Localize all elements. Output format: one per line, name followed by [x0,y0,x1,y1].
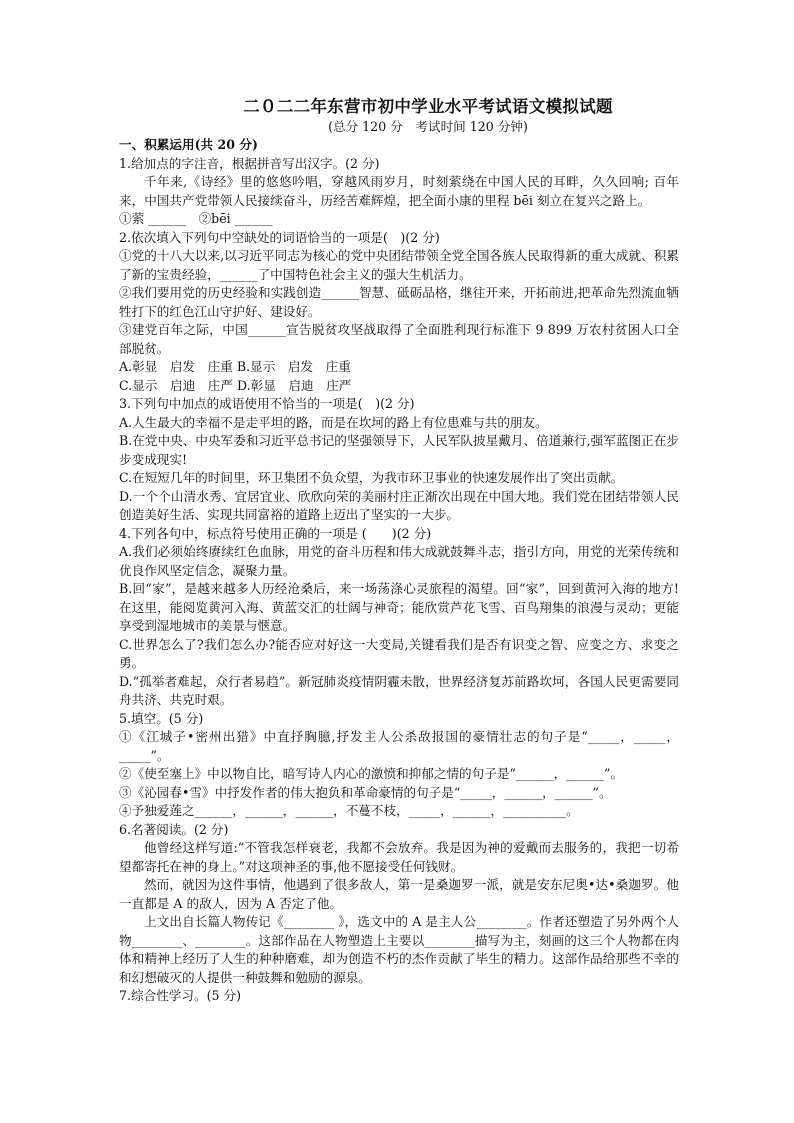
q2-sentence-1: ①党的十八大以来,以习近平同志为核心的党中央团结带领全党全国各族人民取得新的重大成就、积累了新的宝贵经验，______了中国特色社会主义的强大生机活力。 [119,248,679,282]
q5-item-2: ②《使至塞上》中以物自比，暗写诗人内心的激愤和抑郁之情的句子是“______，______”。 [119,766,624,781]
q6-passage-1: 他曾经这样写道:“不管我怎样衰老，我都不会放弃。我是因为神的爱戴而去服务的，我把一切希望都寄托在神的身上。”对这项神圣的事,他不愿接受任何钱财。 [119,840,679,874]
q2-options-ab: A.彰显 启发 庄重 B.显示 启发 庄重 [119,359,351,374]
q5-item-3: ③《沁园春•雪》中抒发作者的伟大抱负和革命豪情的句子是“_____，______，______”。 [119,784,612,800]
question-3: 3.下列句中加点的成语使用不恰当的一项是( )(2 分) [119,396,415,411]
q2-sentence-2: ②我们要用党的历史经验和实践创造______智慧、砥砺品格，继往开来，开拓前进,把革命先烈流血牺牲打下的红色江山守护好、建设好。 [119,285,679,319]
q3-option-d: D.一个个山清水秀、宜居宜业、欣欣向荣的美丽村庄正渐次出现在中国大地。我们党在团结带领人民创造美好生活、实现共同富裕的道路上迈出了坚实的一大步。 [119,488,679,522]
q2-options-cd: C.显示 启迪 庄严 D.彰显 启迪 庄严 [119,377,352,393]
q4-option-d: D.“孤举者难起，众行者易趋”。新冠肺炎疫情阴霾未散，世界经济复苏前路坎坷，各国人民更需要同舟共济、共克时艰。 [119,673,679,707]
q4-option-b: B.回“家”，是越来越多人历经沧桑后，来一场荡涤心灵旅程的渴望。回“家”，回到黄河入海的地方!在这里，能阅览黄河入海、黄蓝交汇的壮阔与神奇；能欣赏芦花飞雪、百鸟翔集的浪漫与灵动；更能享受到湿地城市的美景与惬意。 [119,581,679,633]
q3-option-c: C.在短短几年的时间里，环卫集团不负众望，为我市环卫事业的快速发展作出了突出贡献。 [119,470,624,485]
q1-passage: 千年来,《诗经》里的悠悠吟唱，穿越风雨岁月，时刻萦绕在中国人民的耳畔，久久回响; 百年来，中国共产党带领人民接续奋斗，历经苦难辉煌，把全面小康的里程 bēi 刻立在复兴之路上。 [119,174,679,208]
q4-option-c: C.世界怎么了?我们怎么办?能否应对好这一大变局,关键看我们是否有识变之智、应变之方、求变之勇。 [119,636,679,670]
q6-question: 上文出自长篇人物传记《________ 》，选文中的 A 是主人公________。作者还塑造了另外两个人物________、________。这部作品在人物塑造上主要以________描写为主，刻画的这三个人物都在肉体和精神上经历了人生的种种磨难，却为创造不朽的杰作贡献了毕生的精力。这部作品给那些不幸的和幻想破灭的人提供一种鼓舞和勉励的源泉。 [119,914,679,985]
q1-answer-blanks: ①萦 ______ ②bēi ______ [119,211,273,226]
q2-sentence-3: ③建党百年之际，中国______宣告脱贫攻坚战取得了全面胜利现行标准下 9 899 万农村贫困人口全部脱贫。 [119,322,679,356]
page-title: 二０二二年东营市初中学业水平考试语文模拟试题 [243,97,613,116]
question-4: 4.下列各句中，标点符号使用正确的一项是 ( )(2 分) [119,525,432,541]
exam-info: (总分 120 分 考试时间 120 分钟) [328,119,528,134]
q3-option-a: A.人生最大的幸福不是走平坦的路，而是在坎坷的路上有位患难与共的朋友。 [119,414,548,430]
q4-option-a: A.我们必须始终赓续红色血脉，用党的奋斗历程和伟大成就鼓舞斗志，指引方向，用党的光荣传统和优良作风坚定信念，凝聚力量。 [119,544,679,578]
q6-passage-2: 然而，就因为这件事情，他遇到了很多敌人，第一是桑迦罗一派，就是安东尼奥•达•桑迦罗。他一直都是 A 的敌人，因为 A 否定了他。 [119,877,679,911]
question-7: 7.综合性学习。(5 分) [119,988,242,1003]
question-6: 6.名著阅读。(2 分) [119,821,229,837]
exam-page [119,96,679,1006]
question-1: 1.给加点的字注音，根据拼音写出汉字。(2 分) [119,155,380,171]
q5-item-4: ④予独爱莲之______，______，______，不蔓不枝，_____，______，__________。 [119,803,579,818]
question-5: 5.填空。(5 分) [119,710,204,726]
q3-option-b: B.在党中央、中央军委和习近平总书记的坚强领导下，人民军队披星戴月、倍道兼行,强军蓝图正在步步变成现实! [119,433,679,467]
section-heading: 一、积累运用(共 20 分) [119,137,258,152]
q5-item-1: ①《江城子•密州出猎》中直抒胸臆,抒发主人公杀敌报国的豪情壮志的句子是“_____，_____，_____”。 [119,729,679,763]
question-2: 2.依次填入下列句中空缺处的词语恰当的一项是( )(2 分) [119,229,440,245]
